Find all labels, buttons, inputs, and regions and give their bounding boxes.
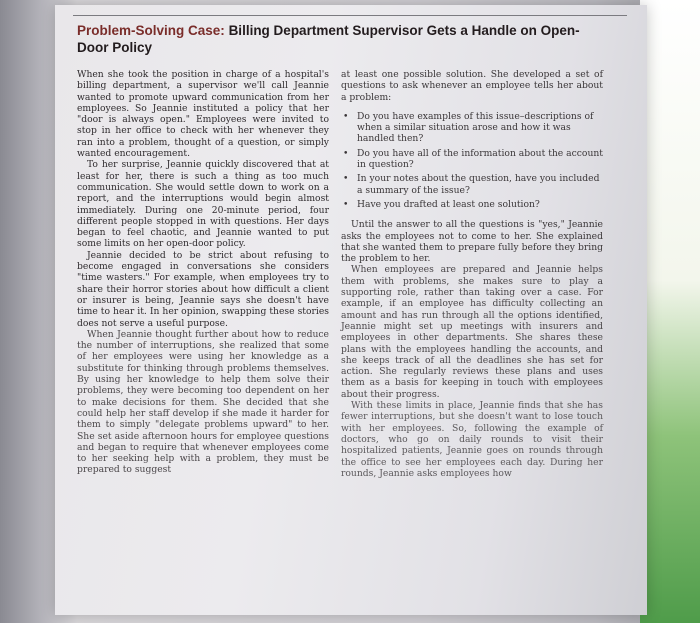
bullet-icon: • <box>343 110 349 122</box>
list-item: • Have you drafted at least one solution? <box>343 198 540 210</box>
paragraph: Until the answer to all the questions is "yes," Jeannie asks the employees not to come to her. She explained that she wanted them to prepare fully before they bring the problem to her. <box>341 219 603 265</box>
right-column <box>341 69 603 479</box>
left-column <box>77 69 329 476</box>
bullet-icon: • <box>343 173 349 185</box>
background-surface <box>640 0 700 623</box>
paragraph: at least one possible solution. She developed a set of questions to ask whenever an employee tells her about a problem: <box>341 69 603 103</box>
list-item: • Do you have all of the information about the account in question? <box>343 147 603 171</box>
list-item: • In your notes about the question, have you included a summary of the issue? <box>343 173 600 196</box>
paragraph: Jeannie decided to be strict about refusing to become engaged in conversations she considers "time wasters." For example, when employees try to share their horror stories about how difficult a client or insurer is being, Jeannie says she doesn't have time to hear it. In her opinion, swapping these stories does not serve a useful purpose. <box>77 249 329 329</box>
paragraph: When she took the position in charge of a hospital's billing department, a supervisor we'll call Jeannie wanted to promote upward communication from her employees. So Jeannie instituted a policy that her "door is always open." Employees were invited to stop in her office to check with her whenever they ran into a problem, thought of a question, or simply wanted encouragement. <box>77 69 329 160</box>
paragraph: To her surprise, Jeannie quickly discovered that at least for her, there is such a thing as too much communication. She would settle down to work on a report, and the interruptions would begin almost immediately. During one 20-minute period, four different people stopped in with questions. Her days began to feel chaotic, and Jeannie wanted to put some limits on her open-door policy. <box>77 159 329 250</box>
heading-title: Billing Department Supervisor Gets a Handle on Open-Door Policy <box>77 23 580 55</box>
question-list <box>341 111 603 210</box>
case-heading <box>77 22 597 56</box>
paragraph: When employees are prepared and Jeannie helps them with problems, she makes sure to play a supporting role, rather than taking over a case. For example, if an employee has difficulty collecting an amount and has run through all the options identified, Jeannie might set up meetings with insurers and employees in other departments. She shares these plans with the employees handling the accounts, and she keeps track of all the deadlines she has set for action. She regularly reviews these plans and uses them as a basis for keeping in touch with employees about their progress. <box>341 264 603 400</box>
bullet-icon: • <box>343 198 349 210</box>
list-item: • Do you have examples of this issue–descriptions of when a similar situation arose and how it was handled then? <box>343 110 594 145</box>
textbook-page <box>55 5 647 615</box>
top-rule <box>73 15 627 16</box>
heading-kicker: Problem-Solving Case: <box>77 23 225 38</box>
paragraph: When Jeannie thought further about how to reduce the number of interruptions, she realized that some of her employees were using her knowledge as a substitute for thinking through problems themselves. By using her knowledge to help them solve their problems, they were becoming too dependent on her to make decisions for them. She decided that she could help her staff develop if she made it harder for them to simply "delegate problems upward" to her. She set aside afternoon hours for employee questions and began to require that whenever employees come to her seeking help with a problem, they must be prepared to suggest <box>77 328 329 476</box>
bullet-icon: • <box>343 147 349 159</box>
paragraph: With these limits in place, Jeannie finds that she has fewer interruptions, but she doesn't want to lose touch with her employees. So, following the example of doctors, who go on daily rounds to visit their hospitalized patients, Jeannie goes on rounds through the office to see her employees each day. During her rounds, Jeannie asks employees how <box>341 400 603 479</box>
